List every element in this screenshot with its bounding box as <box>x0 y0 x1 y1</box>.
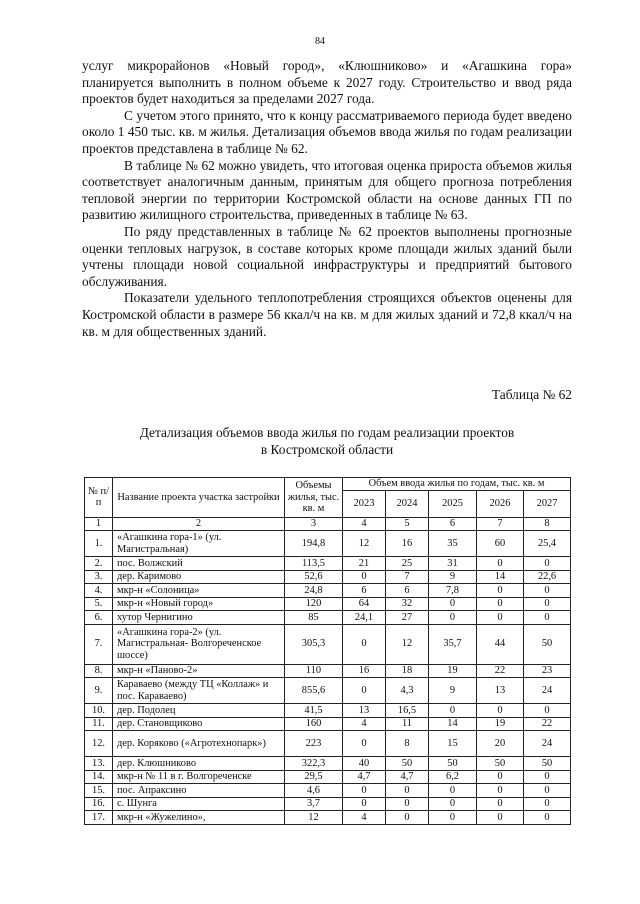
column-number: 5 <box>386 517 429 531</box>
value-2023: 64 <box>343 597 386 611</box>
paragraph-3: В таблице № 62 можно увидеть, что итоговая оценка прироста объемов жилья соответствует аналогичным данным, принятым для общего прогноза потребления тепловой энергии по территории Костромской области на основе данных ГП по развитию жилищного строительства, приведенных в таблице № 63. <box>82 157 572 223</box>
value-2023: 4,7 <box>343 770 386 784</box>
project-name: дер. Подолец <box>113 704 285 718</box>
value-2024: 0 <box>386 811 429 825</box>
header-year-2025: 2025 <box>429 490 477 517</box>
table-row <box>85 811 571 825</box>
value-2023: 24,1 <box>343 611 386 625</box>
project-name: пос. Волжский <box>113 557 285 571</box>
header-year-2027: 2027 <box>524 490 571 517</box>
table-row <box>85 678 571 704</box>
value-2025: 50 <box>429 757 477 771</box>
project-volume: 52,6 <box>285 570 343 584</box>
value-2024: 8 <box>386 731 429 757</box>
value-2027: 0 <box>524 704 571 718</box>
project-name: хутор Чернигино <box>113 611 285 625</box>
value-2026: 0 <box>477 811 524 825</box>
value-2023: 16 <box>343 664 386 678</box>
value-2027: 22 <box>524 717 571 731</box>
value-2023: 4 <box>343 811 386 825</box>
value-2023: 0 <box>343 678 386 704</box>
row-num: 4. <box>85 584 113 598</box>
value-2025: 0 <box>429 704 477 718</box>
value-2025: 7,8 <box>429 584 477 598</box>
value-2027: 0 <box>524 784 571 798</box>
column-number: 8 <box>524 517 571 531</box>
table-row <box>85 557 571 571</box>
value-2023: 40 <box>343 757 386 771</box>
table-row <box>85 584 571 598</box>
row-num: 10. <box>85 704 113 718</box>
header-year-2026: 2026 <box>477 490 524 517</box>
value-2024: 7 <box>386 570 429 584</box>
table-row <box>85 597 571 611</box>
project-name: мкр-н «Новый город» <box>113 597 285 611</box>
value-2025: 15 <box>429 731 477 757</box>
value-2025: 14 <box>429 717 477 731</box>
table-title <box>82 425 572 458</box>
project-volume: 110 <box>285 664 343 678</box>
value-2027: 22,6 <box>524 570 571 584</box>
body-text <box>82 58 572 340</box>
project-volume: 85 <box>285 611 343 625</box>
value-2026: 50 <box>477 757 524 771</box>
project-name: мкр-н № 11 в г. Волгореченске <box>113 770 285 784</box>
value-2027: 0 <box>524 557 571 571</box>
value-2024: 32 <box>386 597 429 611</box>
project-volume: 305,3 <box>285 624 343 664</box>
project-name: «Агашкина гора-2» (ул. Магистральная- Волгореченское шоссе) <box>113 624 285 664</box>
table-row <box>85 731 571 757</box>
value-2024: 4,7 <box>386 770 429 784</box>
value-2025: 0 <box>429 811 477 825</box>
column-number: 4 <box>343 517 386 531</box>
project-name: с. Шунга <box>113 797 285 811</box>
value-2026: 14 <box>477 570 524 584</box>
row-num: 14. <box>85 770 113 784</box>
value-2023: 13 <box>343 704 386 718</box>
value-2023: 0 <box>343 797 386 811</box>
row-num: 1. <box>85 531 113 557</box>
table-row <box>85 704 571 718</box>
value-2027: 0 <box>524 611 571 625</box>
value-2026: 0 <box>477 584 524 598</box>
project-volume: 855,6 <box>285 678 343 704</box>
table-row <box>85 757 571 771</box>
page-number: 84 <box>315 36 325 47</box>
value-2026: 20 <box>477 731 524 757</box>
header-years-group: Объем ввода жилья по годам, тыс. кв. м <box>343 478 571 491</box>
table-row <box>85 797 571 811</box>
paragraph-1: услуг микрорайонов «Новый город», «Клюшниково» и «Агашкина гора» планируется выполнить в полном объеме к 2027 году. Строительство и ввод ряда проектов будет находиться за пределами 2027 года. <box>82 58 572 107</box>
value-2025: 9 <box>429 570 477 584</box>
table-label: Таблица № 62 <box>491 387 572 402</box>
project-volume: 160 <box>285 717 343 731</box>
project-volume: 113,5 <box>285 557 343 571</box>
row-num: 13. <box>85 757 113 771</box>
project-name: дер. Каримово <box>113 570 285 584</box>
value-2025: 0 <box>429 611 477 625</box>
row-num: 7. <box>85 624 113 664</box>
project-volume: 322,3 <box>285 757 343 771</box>
value-2027: 50 <box>524 624 571 664</box>
row-num: 16. <box>85 797 113 811</box>
value-2025: 0 <box>429 784 477 798</box>
table-row <box>85 531 571 557</box>
table-row <box>85 664 571 678</box>
project-name: мкр-н «Солоница» <box>113 584 285 598</box>
row-num: 8. <box>85 664 113 678</box>
value-2024: 18 <box>386 664 429 678</box>
project-volume: 223 <box>285 731 343 757</box>
value-2025: 9 <box>429 678 477 704</box>
column-number-row <box>85 517 571 531</box>
table-row <box>85 770 571 784</box>
paragraph-2: С учетом этого принято, что к концу рассматриваемого периода будет введено около 1 450 тыс. кв. м жилья. Детализация объемов ввода жилья по годам реализации проектов представлена в таблице № 62. <box>82 107 572 156</box>
project-volume: 41,5 <box>285 704 343 718</box>
row-num: 9. <box>85 678 113 704</box>
header-year-2023: 2023 <box>343 490 386 517</box>
project-volume: 29,5 <box>285 770 343 784</box>
value-2025: 0 <box>429 797 477 811</box>
project-name: дер. Клюшниково <box>113 757 285 771</box>
value-2024: 0 <box>386 784 429 798</box>
value-2025: 19 <box>429 664 477 678</box>
value-2026: 0 <box>477 770 524 784</box>
table-body <box>85 531 571 825</box>
row-num: 15. <box>85 784 113 798</box>
value-2024: 50 <box>386 757 429 771</box>
table-row <box>85 717 571 731</box>
value-2024: 0 <box>386 797 429 811</box>
value-2027: 0 <box>524 811 571 825</box>
header-year-2024: 2024 <box>386 490 429 517</box>
value-2024: 4,3 <box>386 678 429 704</box>
table-row <box>85 611 571 625</box>
housing-volume-table <box>84 477 571 825</box>
project-name: дер. Коряково («Агротехнопарк») <box>113 731 285 757</box>
value-2027: 0 <box>524 797 571 811</box>
value-2027: 50 <box>524 757 571 771</box>
row-num: 17. <box>85 811 113 825</box>
value-2023: 4 <box>343 717 386 731</box>
column-number: 6 <box>429 517 477 531</box>
header-project-name: Название проекта участка застройки <box>113 478 285 518</box>
row-num: 2. <box>85 557 113 571</box>
value-2024: 16 <box>386 531 429 557</box>
project-name: мкр-н «Жужелино», <box>113 811 285 825</box>
table-row <box>85 784 571 798</box>
value-2025: 31 <box>429 557 477 571</box>
value-2026: 19 <box>477 717 524 731</box>
value-2024: 27 <box>386 611 429 625</box>
project-name: мкр-н «Паново-2» <box>113 664 285 678</box>
value-2023: 0 <box>343 731 386 757</box>
value-2026: 0 <box>477 557 524 571</box>
row-num: 6. <box>85 611 113 625</box>
column-number: 2 <box>113 517 285 531</box>
column-number: 3 <box>285 517 343 531</box>
value-2026: 0 <box>477 704 524 718</box>
value-2027: 0 <box>524 770 571 784</box>
column-number: 1 <box>85 517 113 531</box>
value-2027: 0 <box>524 584 571 598</box>
paragraph-5: Показатели удельного теплопотребления строящихся объектов оценены для Костромской области в размере 56 ккал/ч на кв. м для жилых зданий и 72,8 ккал/ч на кв. м для общественных зданий. <box>82 290 572 339</box>
project-name: «Агашкина гора-1» (ул. Магистральная) <box>113 531 285 557</box>
row-num: 5. <box>85 597 113 611</box>
paragraph-4: По ряду представленных в таблице № 62 проектов выполнены прогнозные оценки тепловых нагрузок, в составе которых кроме площади жилых зданий были учтены площади новой социальной инфраструктуры и предприятий бытового обслуживания. <box>82 223 572 289</box>
project-volume: 120 <box>285 597 343 611</box>
value-2025: 35 <box>429 531 477 557</box>
value-2027: 23 <box>524 664 571 678</box>
project-volume: 3,7 <box>285 797 343 811</box>
value-2026: 0 <box>477 784 524 798</box>
project-name: пос. Апраксино <box>113 784 285 798</box>
value-2026: 44 <box>477 624 524 664</box>
value-2024: 6 <box>386 584 429 598</box>
value-2027: 0 <box>524 597 571 611</box>
table-title-line-1: Детализация объемов ввода жилья по годам реализации проектов <box>139 425 515 440</box>
value-2024: 25 <box>386 557 429 571</box>
header-volume: Объемы жилья, тыс. кв. м <box>285 478 343 518</box>
value-2025: 0 <box>429 597 477 611</box>
value-2024: 16,5 <box>386 704 429 718</box>
value-2024: 12 <box>386 624 429 664</box>
project-name: дер. Становщиково <box>113 717 285 731</box>
value-2027: 25,4 <box>524 531 571 557</box>
project-volume: 24,8 <box>285 584 343 598</box>
value-2024: 11 <box>386 717 429 731</box>
table-row <box>85 570 571 584</box>
value-2027: 24 <box>524 731 571 757</box>
project-name: Караваево (между ТЦ «Коллаж» и пос. Караваево) <box>113 678 285 704</box>
project-volume: 194,8 <box>285 531 343 557</box>
table-title-line-2: в Костромской области <box>260 441 394 457</box>
value-2026: 0 <box>477 597 524 611</box>
header-num: № п/п <box>85 478 113 518</box>
value-2025: 6,2 <box>429 770 477 784</box>
value-2026: 13 <box>477 678 524 704</box>
row-num: 3. <box>85 570 113 584</box>
table-row <box>85 624 571 664</box>
row-num: 12. <box>85 731 113 757</box>
value-2023: 0 <box>343 784 386 798</box>
value-2023: 0 <box>343 570 386 584</box>
project-volume: 4,6 <box>285 784 343 798</box>
value-2023: 12 <box>343 531 386 557</box>
value-2026: 0 <box>477 611 524 625</box>
value-2023: 21 <box>343 557 386 571</box>
row-num: 11. <box>85 717 113 731</box>
column-number: 7 <box>477 517 524 531</box>
value-2027: 24 <box>524 678 571 704</box>
value-2026: 22 <box>477 664 524 678</box>
value-2025: 35,7 <box>429 624 477 664</box>
value-2026: 0 <box>477 797 524 811</box>
value-2023: 6 <box>343 584 386 598</box>
value-2026: 60 <box>477 531 524 557</box>
project-volume: 12 <box>285 811 343 825</box>
value-2023: 0 <box>343 624 386 664</box>
